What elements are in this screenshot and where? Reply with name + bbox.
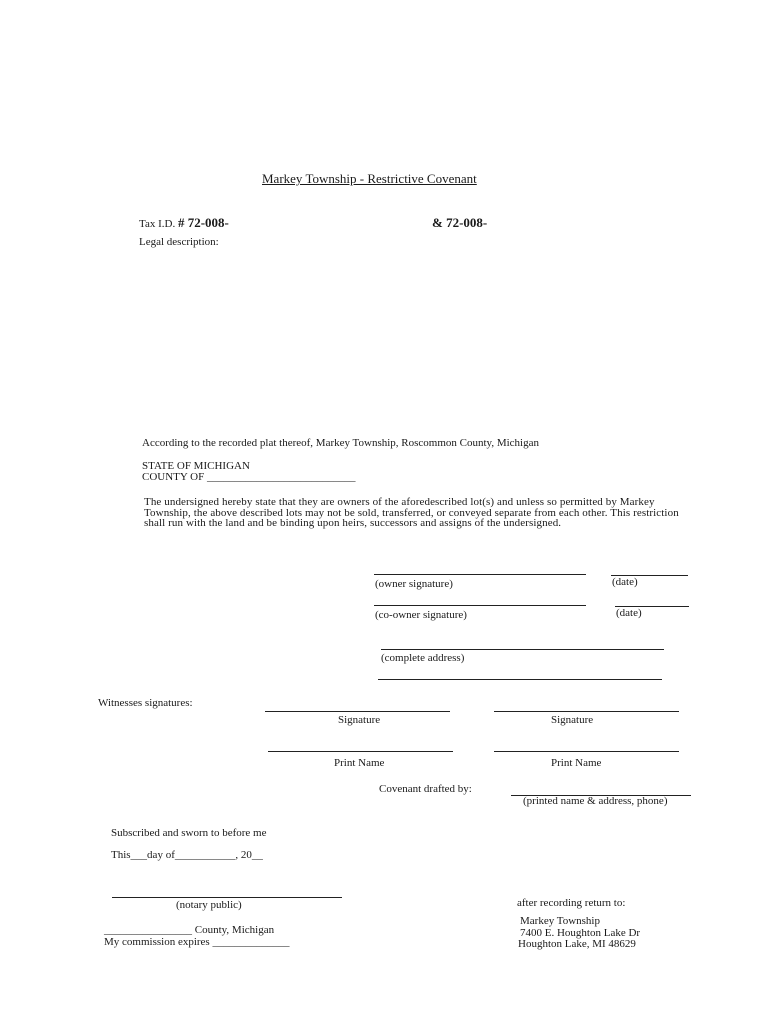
return-name: Markey Township xyxy=(520,915,600,927)
coowner-date-label: (date) xyxy=(616,607,642,619)
return-label: after recording return to: xyxy=(517,897,626,909)
coowner-signature-line[interactable] xyxy=(374,605,586,606)
county-line: COUNTY OF ___________________________ xyxy=(142,471,356,483)
drafted-by-hint: (printed name & address, phone) xyxy=(523,795,668,807)
owner-signature-label: (owner signature) xyxy=(375,578,453,590)
address-line-1[interactable] xyxy=(381,649,664,650)
sworn-label: Subscribed and sworn to before me xyxy=(111,827,267,839)
tax-id-label xyxy=(139,215,229,231)
witness-2-signature-label: Signature xyxy=(551,714,594,726)
return-street: 7400 E. Houghton Lake Dr xyxy=(520,927,641,939)
witness-2-print-name-line[interactable] xyxy=(494,751,679,752)
commission-line[interactable]: My commission expires ______________ xyxy=(104,936,290,948)
witness-1-signature-line[interactable] xyxy=(265,711,450,712)
state-line: STATE OF MICHIGAN xyxy=(142,460,250,472)
tax-id-first: # 72-008- xyxy=(177,215,229,230)
legal-description-label: Legal description: xyxy=(139,236,219,248)
notary-signature-line[interactable] xyxy=(112,897,342,898)
owner-date-label: (date) xyxy=(612,576,638,588)
plat-statement: According to the recorded plat thereof, Markey Township, Roscommon County, Michigan xyxy=(142,437,539,449)
drafted-by-label: Covenant drafted by: xyxy=(379,783,472,795)
this-day-line[interactable]: This___day of___________, 20__ xyxy=(111,849,263,861)
county-michigan-line[interactable]: ________________ County, Michigan xyxy=(104,924,275,936)
notary-label: (notary public) xyxy=(176,899,242,911)
complete-address-label: (complete address) xyxy=(381,652,465,664)
restriction-paragraph: The undersigned hereby state that they are owners of the aforedescribed lot(s) and unless so permitted by Markey Township, the above described lots may not be sold, transferred, or conveyed separate from each other. This restriction shall run with the land and be binding upon heirs, successors and assigns of the undersigned. xyxy=(144,496,679,529)
document-title: Markey Township - Restrictive Covenant xyxy=(262,171,477,186)
coowner-signature-label: (co-owner signature) xyxy=(375,609,467,621)
witness-2-print-name-label: Print Name xyxy=(551,757,602,769)
address-line-2[interactable] xyxy=(378,679,662,680)
tax-id-prefix: Tax I.D. xyxy=(139,218,178,230)
owner-signature-line[interactable] xyxy=(374,574,586,575)
witness-1-print-name-line[interactable] xyxy=(268,751,453,752)
witness-1-print-name-label: Print Name xyxy=(334,757,385,769)
witness-1-signature-label: Signature xyxy=(338,714,381,726)
witness-2-signature-line[interactable] xyxy=(494,711,679,712)
tax-id-second: & 72-008- xyxy=(432,215,488,230)
return-city: Houghton Lake, MI 48629 xyxy=(518,938,636,950)
witnesses-label: Witnesses signatures: xyxy=(98,697,193,709)
